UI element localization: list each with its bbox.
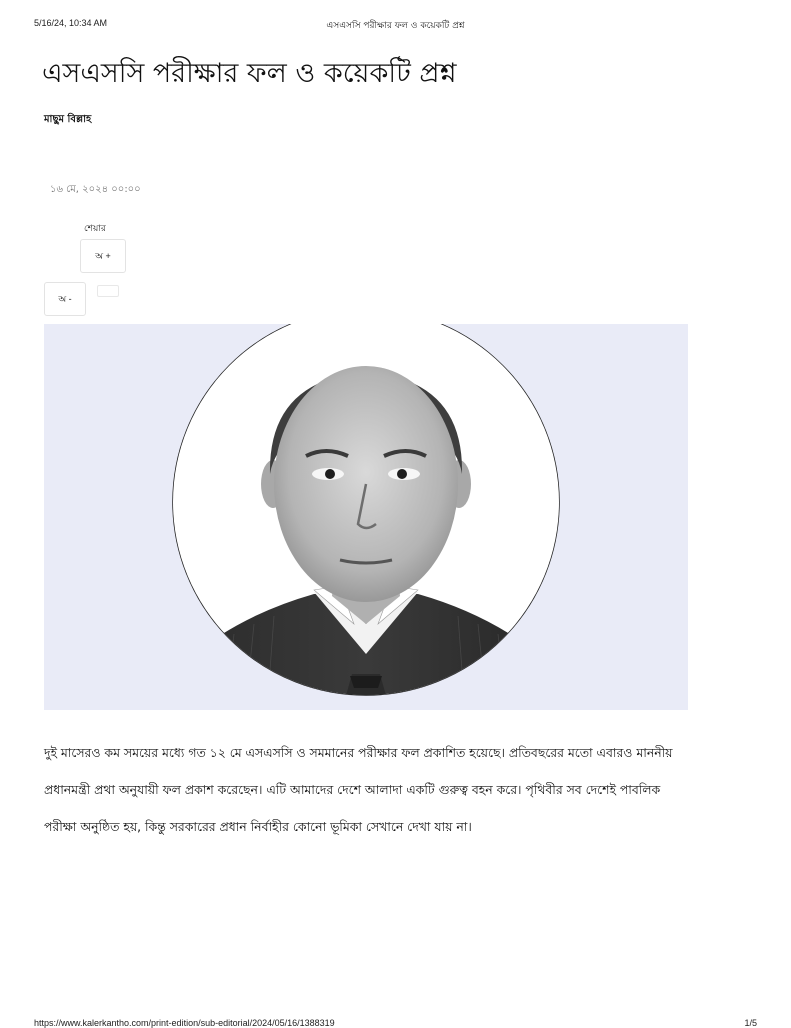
font-decrease-button[interactable]: অ -	[44, 282, 86, 316]
font-increase-button[interactable]: অ +	[80, 239, 126, 273]
print-footer-page-number: 1/5	[744, 1018, 757, 1028]
article-title: এসএসসি পরীক্ষার ফল ও কয়েকটি প্রশ্ন	[42, 58, 457, 89]
print-header-datetime: 5/16/24, 10:34 AM	[34, 18, 108, 28]
share-icon-placeholder[interactable]	[97, 285, 119, 297]
print-header-title: এসএসসি পরীক্ষার ফল ও কয়েকটি প্রশ্ন	[326, 21, 465, 31]
author-name[interactable]: মাছুম বিল্লাহ	[44, 114, 92, 125]
author-portrait-illustration	[44, 324, 688, 710]
publish-date: ১৬ মে, ২০২৪ ০০:০০	[50, 184, 141, 195]
share-label[interactable]: শেয়ার	[84, 224, 106, 234]
article-body-paragraph: দুই মাসেরও কম সময়ের মধ্যে গত ১২ মে এসএসসি ও সমমানের পরীক্ষার ফল প্রকাশিত হয়েছে। প্রতিবছরের মতো এবারও মাননীয় প্রধানমন্ত্রী প্রথা অনুযায়ী ফল প্রকাশ করেছেন। এটি আমাদের দেশে আলাদা একটি গুরুত্ব বহন করে। পৃথিবীর সব দেশেই পাবলিক পরীক্ষা অনুষ্ঠিত হয়, কিন্তু সরকারের প্রধান নির্বাহীর কোনো ভূমিকা সেখানে দেখা যায় না।	[44, 745, 673, 834]
author-photo	[44, 324, 688, 710]
print-footer-url[interactable]: https://www.kalerkantho.com/print-edition/sub-editorial/2024/05/16/1388319	[34, 1018, 335, 1028]
